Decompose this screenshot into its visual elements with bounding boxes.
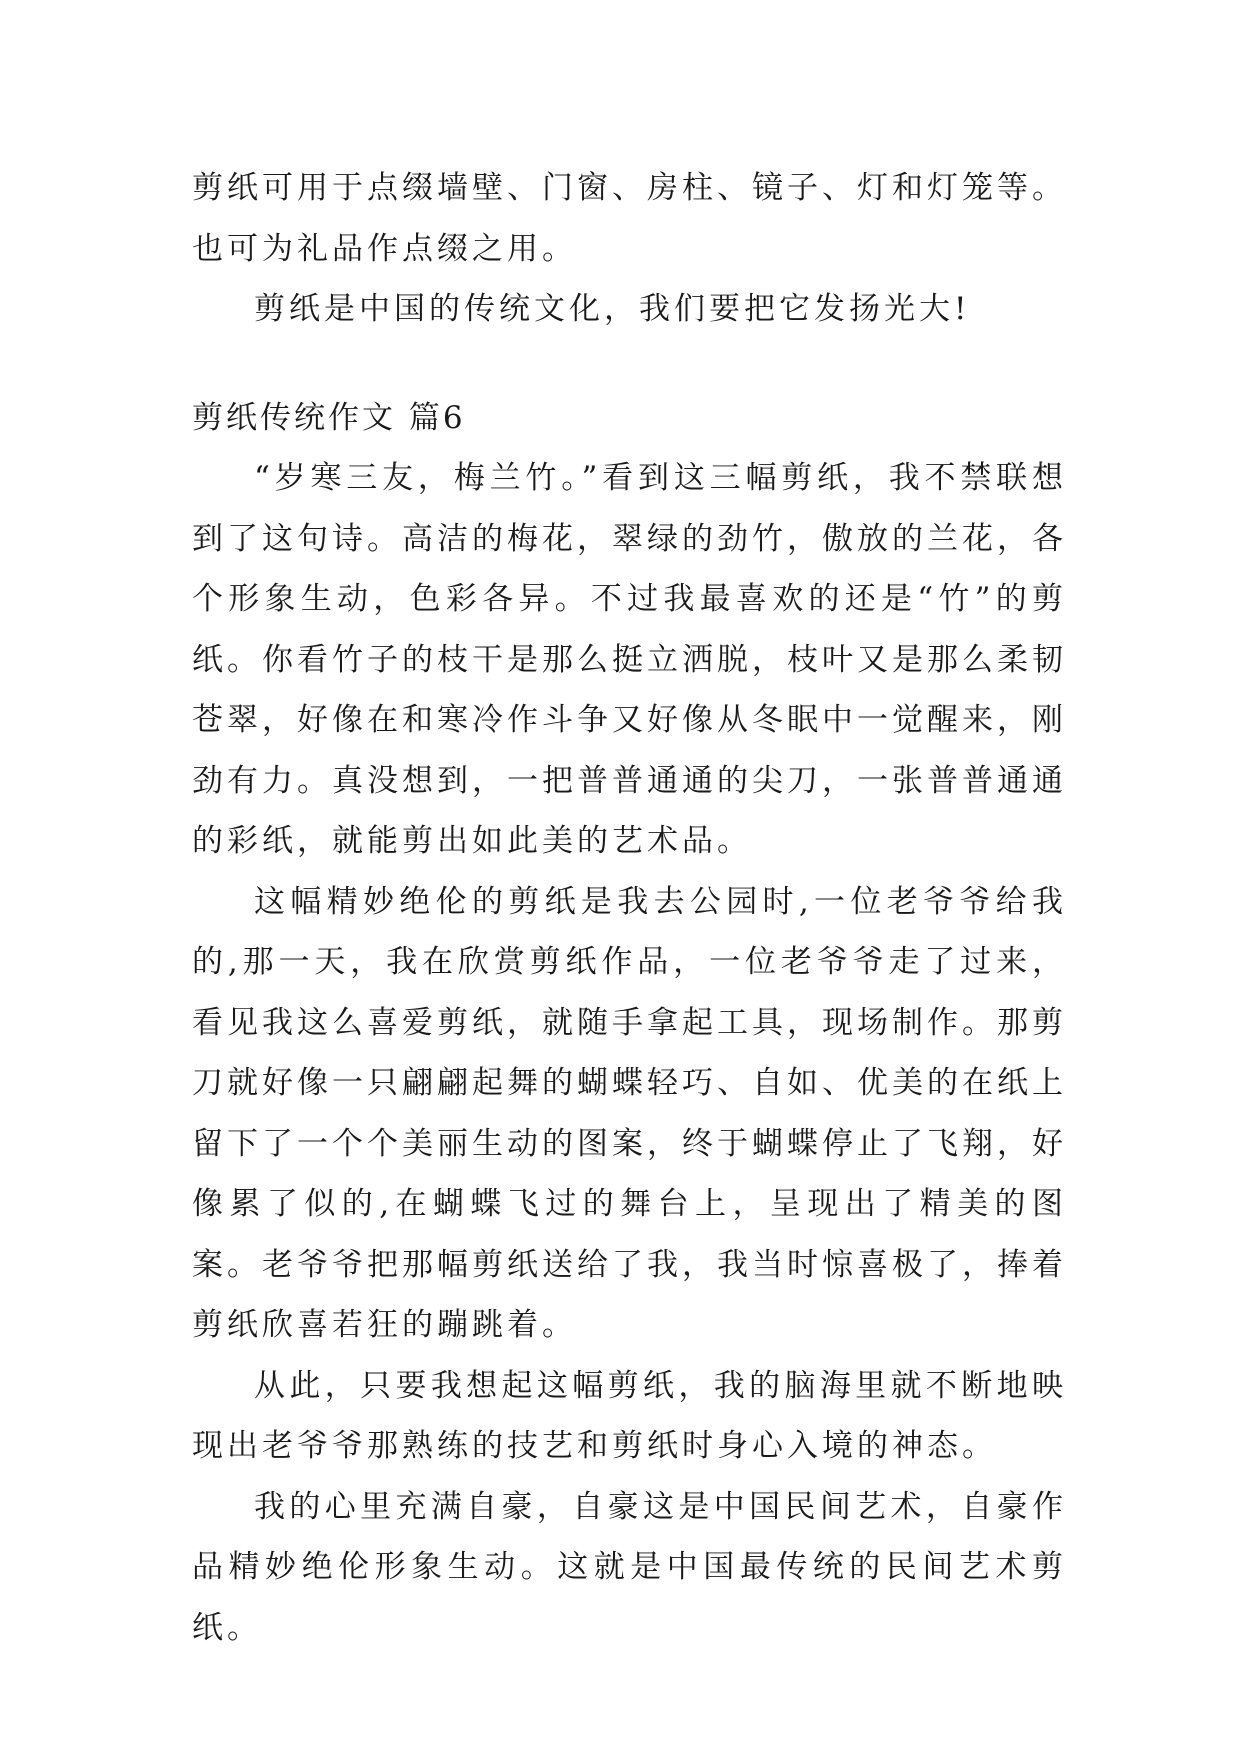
paragraph: 剪纸可用于点缀墙壁、门窗、房柱、镜子、灯和灯笼等。也可为礼品作点缀之用。 bbox=[192, 170, 1067, 267]
section-title: 剪纸传统作文 篇6 bbox=[192, 399, 466, 436]
paragraph: 剪纸是中国的传统文化，我们要把它发扬光大! bbox=[254, 291, 971, 327]
document-body bbox=[192, 158, 1067, 1658]
paragraph: 从此，只要我想起这幅剪纸，我的脑海里就不断地映现出老爷爷那熟练的技艺和剪纸时身心入境的神态。 bbox=[192, 1367, 1067, 1464]
paragraph: 我的心里充满自豪，自豪这是中国民间艺术，自豪作品精妙绝伦形象生动。这就是中国最传统的民间艺术剪纸。 bbox=[192, 1488, 1067, 1646]
paragraph: “岁寒三友，梅兰竹。”看到这三幅剪纸，我不禁联想到了这句诗。高洁的梅花，翠绿的劲竹，傲放的兰花，各个形象生动，色彩各异。不过我最喜欢的还是“竹”的剪纸。你看竹子的枝干是那么挺立洒脱，枝叶又是那么柔韧苍翠，好像在和寒冷作斗争又好像从冬眠中一觉醒来，刚劲有力。真没想到，一把普普通通的尖刀，一张普普通通的彩纸，就能剪出如此美的艺术品。 bbox=[192, 460, 1067, 859]
paragraph: 这幅精妙绝伦的剪纸是我去公园时,一位老爷爷给我的,那一天，我在欣赏剪纸作品，一位老爷爷走了过来，看见我这么喜爱剪纸，就随手拿起工具，现场制作。那剪刀就好像一只翩翩起舞的蝴蝶轻巧、自如、优美的在纸上留下了一个个美丽生动的图案，终于蝴蝶停止了飞翔，好像累了似的,在蝴蝶飞过的舞台上，呈现出了精美的图案。老爷爷把那幅剪纸送给了我，我当时惊喜极了，捧着剪纸欣喜若狂的蹦跳着。 bbox=[192, 883, 1067, 1343]
